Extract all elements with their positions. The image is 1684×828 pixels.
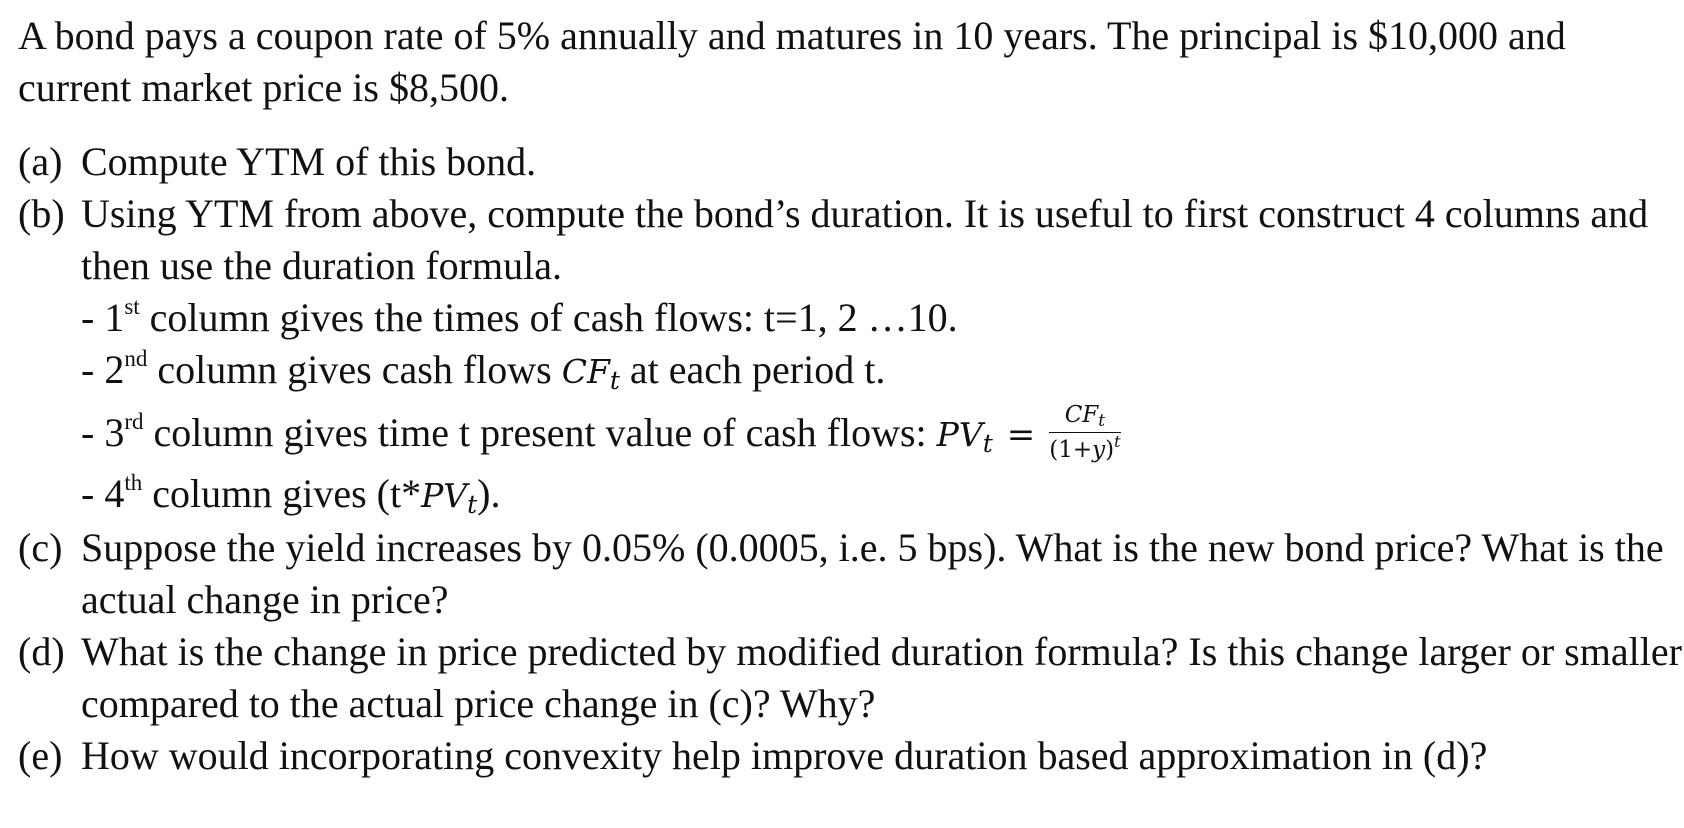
column-instructions	[81, 292, 1684, 522]
question-c-label: (c)	[18, 525, 63, 570]
ordinal-number: 4	[104, 471, 125, 516]
column-4-text: column gives (t*	[142, 471, 422, 516]
question-e	[18, 730, 1684, 782]
numerator-subscript: t	[1098, 411, 1106, 432]
pv-letters: PV	[936, 415, 983, 454]
pv-subscript: t	[982, 429, 993, 458]
bullet-dash: -	[81, 471, 105, 516]
ordinal-suffix: rd	[124, 408, 144, 434]
pv-letters: PV	[421, 476, 468, 515]
question-b-text: Using YTM from above, compute the bond’s duration. It is useful to first construct 4 columns and then use the duration formula.	[81, 191, 1649, 288]
question-b	[18, 188, 1684, 522]
question-d	[18, 626, 1684, 730]
equals-sign: =	[1006, 415, 1036, 455]
denominator-exponent: t	[1114, 431, 1121, 451]
bullet-dash: -	[81, 295, 105, 340]
question-d-label: (d)	[18, 629, 65, 674]
bullet-dash: -	[81, 410, 105, 455]
question-d-text: What is the change in price predicted by modified duration formula? Is this change larger or smaller compared to the actual price change in (c)? Why?	[81, 629, 1682, 726]
column-3-instruction	[81, 398, 1684, 468]
cf-subscript: t	[609, 366, 620, 395]
denominator-close: )	[1105, 437, 1115, 464]
ordinal-number: 2	[104, 347, 125, 392]
column-1-text: column gives the times of cash flows: t=1, 2 …10.	[139, 295, 958, 340]
question-c	[18, 522, 1684, 626]
column-4-instruction	[81, 468, 1684, 522]
ordinal-suffix: nd	[124, 345, 148, 371]
question-list	[18, 136, 1684, 782]
bullet-dash: -	[81, 347, 105, 392]
ordinal-suffix: th	[124, 469, 143, 495]
column-1-instruction	[81, 292, 1684, 344]
fraction-numerator	[1049, 400, 1120, 433]
question-b-label: (b)	[18, 191, 65, 236]
question-e-text: How would incorporating convexity help improve duration based approximation in (d)?	[81, 733, 1488, 778]
cf-letters: CF	[561, 352, 610, 391]
column-2-text: column gives cash flows	[147, 347, 562, 392]
question-a	[18, 136, 1684, 188]
pv-subscript: t	[467, 490, 478, 519]
question-e-label: (e)	[18, 733, 63, 778]
cash-flow-symbol	[561, 352, 620, 395]
column-2-instruction	[81, 344, 1684, 398]
ordinal-number: 3	[104, 410, 125, 455]
column-4-text-after: ).	[477, 471, 501, 516]
present-value-fraction	[1049, 400, 1120, 465]
problem-intro: A bond pays a coupon rate of 5% annually and matures in 10 years. The principal is $10,000 and current market price is $8,500.	[18, 13, 1566, 110]
ordinal-suffix: st	[124, 293, 140, 319]
fraction-denominator	[1049, 433, 1120, 465]
question-a-label: (a)	[18, 139, 63, 184]
column-3-text: column gives time t present value of cash flows:	[143, 410, 937, 455]
denominator-open: (1+	[1049, 437, 1093, 464]
column-2-text-after: at each period t.	[619, 347, 886, 392]
question-c-text: Suppose the yield increases by 0.05% (0.0005, i.e. 5 bps). What is the new bond price? What is the actual change in price?	[81, 525, 1664, 622]
present-value-symbol	[936, 415, 993, 458]
numerator-cf: CF	[1064, 402, 1099, 429]
denominator-yield: y	[1092, 437, 1106, 464]
present-value-symbol	[421, 476, 478, 519]
ordinal-number: 1	[104, 295, 125, 340]
question-a-text: Compute YTM of this bond.	[81, 139, 537, 184]
